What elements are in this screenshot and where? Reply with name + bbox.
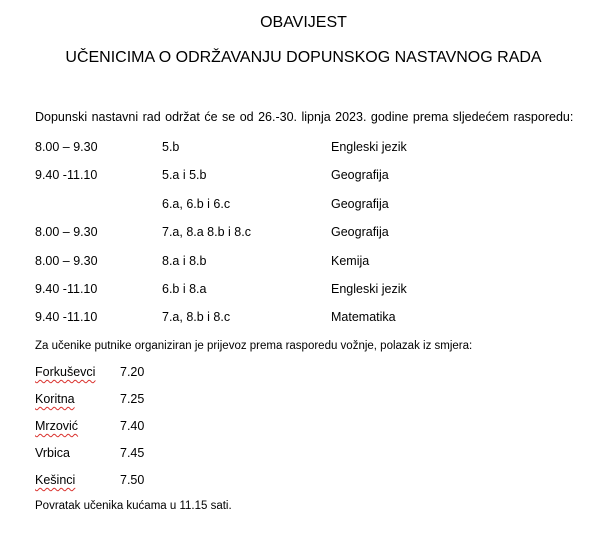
departure-place: Kešinci — [35, 473, 76, 487]
bus-departure-row — [0, 446, 607, 464]
departure-time: 7.25 — [120, 392, 145, 406]
schedule-time: 9.40 -11.10 — [35, 168, 98, 182]
bus-departure-row — [0, 392, 607, 410]
bus-departure-row — [0, 365, 607, 383]
schedule-subject: Geografija — [331, 168, 389, 182]
schedule-row — [0, 168, 607, 186]
departure-place: Mrzović — [35, 419, 79, 433]
bus-departure-row — [0, 473, 607, 491]
departure-time: 7.50 — [120, 473, 145, 487]
schedule-row — [0, 197, 607, 215]
schedule-classes: 6.b i 8.a — [162, 282, 207, 296]
schedule-time: 9.40 -11.10 — [35, 282, 98, 296]
notice-title: OBAVIJEST — [260, 14, 347, 31]
departure-place: Forkuševci — [35, 365, 96, 379]
schedule-classes: 7.a, 8.b i 8.c — [162, 310, 231, 324]
schedule-time: 9.40 -11.10 — [35, 310, 98, 324]
schedule-classes: 5.b — [162, 140, 180, 154]
schedule-row — [0, 140, 607, 158]
schedule-row — [0, 282, 607, 300]
departure-time: 7.40 — [120, 419, 145, 433]
schedule-time: 8.00 – 9.30 — [35, 225, 98, 239]
schedule-subject: Matematika — [331, 310, 396, 324]
schedule-classes: 7.a, 8.a 8.b i 8.c — [162, 225, 251, 239]
schedule-row — [0, 254, 607, 272]
schedule-row — [0, 310, 607, 328]
notice-subtitle: UČENICIMA O ODRŽAVANJU DOPUNSKOG NASTAVNOG RADA — [65, 49, 542, 66]
departure-time: 7.20 — [120, 365, 145, 379]
departure-place: Vrbica — [35, 446, 70, 460]
schedule-time: 8.00 – 9.30 — [35, 254, 98, 268]
schedule-classes: 8.a i 8.b — [162, 254, 207, 268]
return-note: Povratak učenika kućama u 11.15 sati. — [35, 500, 232, 512]
departure-place: Koritna — [35, 392, 75, 406]
schedule-subject: Kemija — [331, 254, 370, 268]
departure-time: 7.45 — [120, 446, 145, 460]
schedule-classes: 5.a i 5.b — [162, 168, 207, 182]
schedule-subject: Geografija — [331, 197, 389, 211]
transport-note: Za učenike putnike organiziran je prijevoz prema rasporedu vožnje, polazak iz smjera: — [35, 340, 473, 352]
schedule-subject: Engleski jezik — [331, 140, 407, 154]
schedule-classes: 6.a, 6.b i 6.c — [162, 197, 231, 211]
schedule-subject: Engleski jezik — [331, 282, 407, 296]
schedule-row — [0, 225, 607, 243]
schedule-time: 8.00 – 9.30 — [35, 140, 98, 154]
bus-departure-row — [0, 419, 607, 437]
schedule-subject: Geografija — [331, 225, 389, 239]
intro-paragraph: Dopunski nastavni rad održat će se od 26.-30. lipnja 2023. godine prema sljedećem rasporedu: — [35, 110, 574, 124]
